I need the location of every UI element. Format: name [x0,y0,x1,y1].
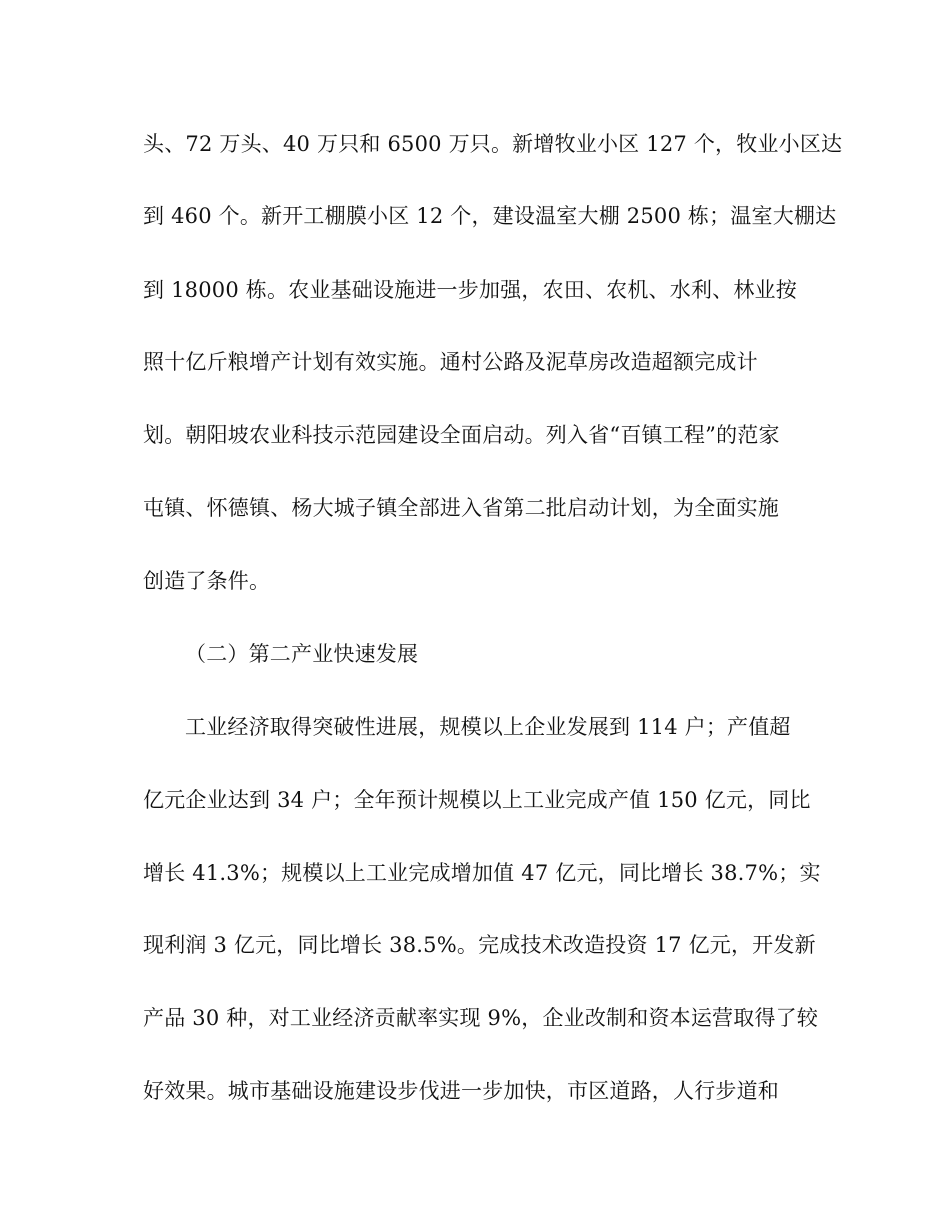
text-line: 亿元企业达到 34 户；全年预计规模以上工业完成产值 150 亿元，同比 [143,788,811,812]
text-line: 屯镇、怀德镇、杨大城子镇全部进入省第二批启动计划，为全面实施 [143,496,779,520]
text-line: 头、72 万头、40 万只和 6500 万只。新增牧业小区 127 个，牧业小区达 [143,132,843,156]
text-line: 产品 30 种，对工业经济贡献率实现 9%，企业改制和资本运营取得了较 [143,1006,819,1030]
text-line: 好效果。城市基础设施建设步伐进一步加快，市区道路，人行步道和 [143,1079,779,1103]
text-line: 增长 41.3%；规模以上工业完成增加值 47 亿元，同比增长 38.7%；实 [143,861,821,885]
text-line: 划。朝阳坡农业科技示范园建设全面启动。列入省“百镇工程”的范家 [143,423,780,447]
text-line: 创造了条件。 [143,569,271,593]
text-line: 现利润 3 亿元，同比增长 38.5%。完成技术改造投资 17 亿元，开发新 [143,933,816,957]
section-heading: （二）第二产业快速发展 [185,642,419,666]
text-line: 到 18000 栋。农业基础设施进一步加强，农田、农机、水利、林业按 [143,278,797,302]
text-line: 照十亿斤粮增产计划有效实施。通村公路及泥草房改造超额完成计 [143,350,758,374]
paragraph-first-line: 工业经济取得突破性进展，规模以上企业发展到 114 户；产值超 [185,715,791,739]
text-line: 到 460 个。新开工棚膜小区 12 个，建设温室大棚 2500 栋；温室大棚达 [143,204,837,228]
